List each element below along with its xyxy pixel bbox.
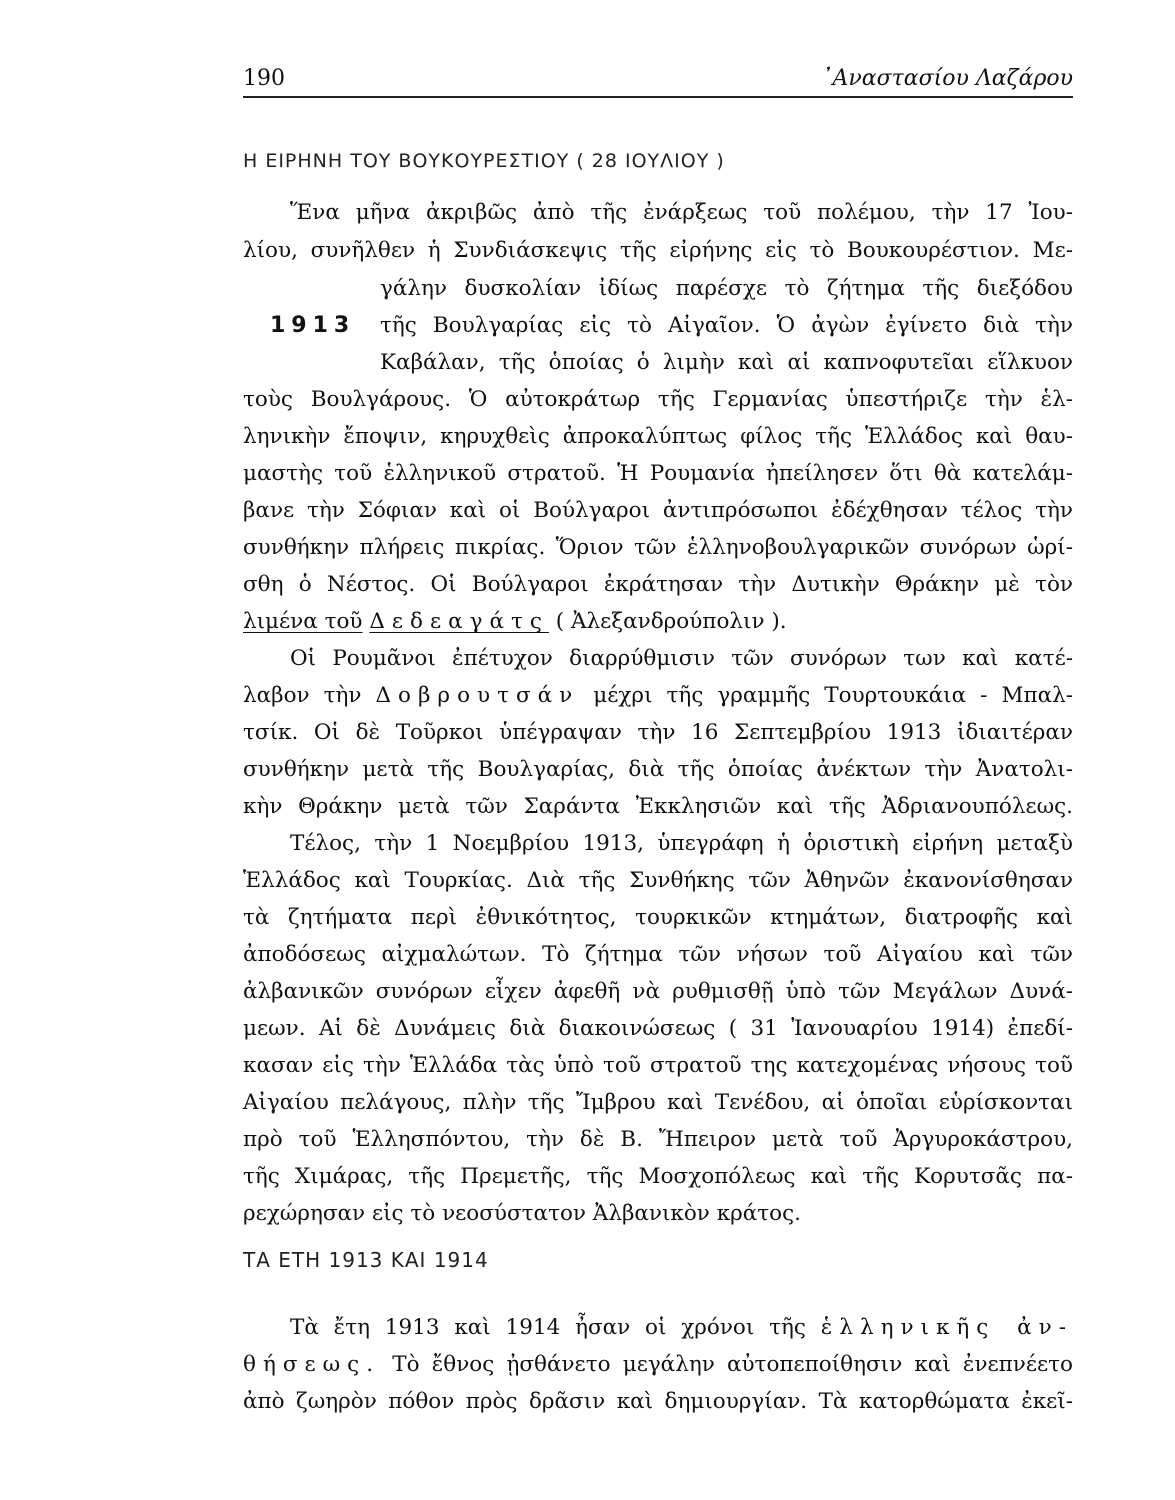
text-line: γάλην δυσκολίαν ἰδίως παρέσχε τὸ ζήτημα τῆς διεξόδου — [380, 276, 1073, 301]
text-line: Καβάλαν, τῆς ὁποίας ὁ λιμὴν καὶ αἱ καπνοφυτεῖαι εἵλκυον — [380, 350, 1073, 375]
section-heading-years-1913-1914: ΤΑ ΕΤΗ 1913 ΚΑΙ 1914 — [243, 1248, 489, 1272]
text-line — [243, 683, 1073, 708]
text-line: ληνικὴν ἔποψιν, κηρυχθεὶς ἀπροκαλύπτως φίλος τῆς Ἑλλάδος καὶ θαυ- — [243, 424, 1073, 449]
text-line: τῆς Βουλγαρίας εἰς τὸ Αἰγαῖον. Ὁ ἀγὼν ἐγίνετο διὰ τὴν — [380, 313, 1073, 338]
spaced-word: ἑλληνικῆς ἀν- — [820, 1315, 1073, 1340]
text-line: Οἱ Ρουμᾶνοι ἐπέτυχον διαρρύθμισιν τῶν συνόρων των καὶ κατέ- — [290, 646, 1073, 671]
spaced-word: θήσεως. — [243, 1352, 381, 1377]
text-line: βανε τὴν Σόφιαν καὶ οἱ Βούλγαροι ἀντιπρόσωποι ἐδέχθησαν τέλος τὴν — [243, 498, 1073, 523]
text-line: Ἕνα μῆνα ἀκριβῶς ἀπὸ τῆς ἐνάρξεως τοῦ πολέμου, τὴν 17 Ἰου- — [290, 200, 1073, 225]
text-line-last: ρεχώρησαν εἰς τὸ νεοσύστατον Ἀλβανικὸν κράτος. — [243, 1201, 802, 1226]
text-line: κασαν εἰς τὴν Ἑλλάδα τὰς ὑπὸ τοῦ στρατοῦ της κατεχομένας νήσους τοῦ — [243, 1053, 1073, 1078]
text-line — [243, 609, 1073, 634]
text-segment: ( Ἀλεξανδρούπολιν ). — [555, 609, 787, 634]
running-title: ᾿Αναστασίου Λαζάρου — [821, 66, 1073, 91]
text-line: λίου, συνῆλθεν ἡ Συνδιάσκεψις τῆς εἰρήνης εἰς τὸ Βουκουρέστιον. Με- — [243, 238, 1073, 263]
text-line: Τέλος, τὴν 1 Νοεμβρίου 1913, ὑπεγράφη ἡ ὁριστικὴ εἰρήνη μεταξὺ — [290, 831, 1073, 856]
text-line: ἀποδόσεως αἰχμαλώτων. Τὸ ζήτημα τῶν νήσων τοῦ Αἰγαίου καὶ τῶν — [243, 942, 1073, 967]
header-rule — [243, 96, 1073, 98]
text-line: τοὺς Βουλγάρους. Ὁ αὐτοκράτωρ τῆς Γερμανίας ὑπεστήριζε τὴν ἑλ- — [243, 387, 1073, 412]
text-line: σθη ὁ Νέστος. Οἱ Βούλγαροι ἐκράτησαν τὴν Δυτικὴν Θράκην μὲ τὸν — [243, 572, 1073, 597]
text-line: ἀπὸ ζωηρὸν πόθον πρὸς δρᾶσιν καὶ δημιουργίαν. Τὰ κατορθώματα ἐκεῖ- — [243, 1389, 1073, 1414]
text-segment: Τὰ ἔτη 1913 καὶ 1914 ἦσαν οἱ χρόνοι τῆς — [290, 1315, 806, 1340]
text-line: ἀλβανικῶν συνόρων εἶχεν ἀφεθῆ νὰ ρυθμισθῇ ὑπὸ τῶν Μεγάλων Δυνά- — [243, 979, 1073, 1004]
text-line: πρὸ τοῦ Ἑλλησπόντου, τὴν δὲ Β. Ἤπειρον μετὰ τοῦ Ἀργυροκάστρου, — [243, 1127, 1073, 1152]
text-line: κὴν Θράκην μετὰ τῶν Σαράντα Ἐκκλησιῶν καὶ τῆς Ἀδριανουπόλεως. — [243, 794, 1073, 819]
text-line: τσίκ. Οἱ δὲ Τοῦρκοι ὑπέγραψαν τὴν 16 Σεπτεμβρίου 1913 ἰδιαιτέραν — [243, 720, 1073, 745]
text-line: συνθήκην πλήρεις πικρίας. Ὅριον τῶν ἑλληνοβουλγαρικῶν συνόρων ὡρί- — [243, 535, 1073, 560]
text-line: τὰ ζητήματα περὶ ἐθνικότητος, τουρκικῶν κτημάτων, διατροφῆς καὶ — [243, 905, 1073, 930]
text-segment: λιμένα τοῦ — [243, 609, 363, 634]
text-segment: Τὸ ἔθνος ᾐσθάνετο μεγάλην αὐτοπεποίθησιν καὶ ἐνεπνέετο — [392, 1352, 1073, 1377]
margin-year: 1913 — [270, 313, 356, 338]
text-line: μαστὴς τοῦ ἑλληνικοῦ στρατοῦ. Ἡ Ρουμανία ἠπείλησεν ὅτι θὰ κατελάμ- — [243, 461, 1073, 486]
spaced-word: Δεδεαγάτς — [369, 609, 549, 634]
text-segment: λαβον τὴν — [243, 683, 362, 708]
text-line — [243, 1352, 1073, 1377]
section-heading-peace-of-bucharest: Η ΕΙΡΗΝΗ ΤΟΥ ΒΟΥΚΟΥΡΕΣΤΙΟΥ ( 28 ΙΟΥΛΙΟΥ ) — [243, 150, 725, 172]
text-line: Αἰγαίου πελάγους, πλὴν τῆς Ἴμβρου καὶ Τενέδου, αἱ ὁποῖαι εὑρίσκονται — [243, 1090, 1073, 1115]
spaced-word: Δοβρουτσάν — [375, 683, 580, 708]
text-line: μεων. Αἱ δὲ Δυνάμεις διὰ διακοινώσεως ( 31 Ἰανουαρίου 1914) ἐπεδί- — [243, 1016, 1073, 1041]
text-line: τῆς Χιμάρας, τῆς Πρεμετῆς, τῆς Μοσχοπόλεως καὶ τῆς Κορυτσᾶς πα- — [243, 1164, 1073, 1189]
page-number: 190 — [243, 66, 285, 91]
text-segment: μέχρι τῆς γραμμῆς Τουρτουκάια - Μπαλ- — [593, 683, 1074, 708]
text-line: συνθήκην μετὰ τῆς Βουλγαρίας, διὰ τῆς ὁποίας ἀνέκτων τὴν Ἀνατολι- — [243, 757, 1073, 782]
text-line: Ἑλλάδος καὶ Τουρκίας. Διὰ τῆς Συνθήκης τῶν Ἀθηνῶν ἐκανονίσθησαν — [243, 868, 1073, 893]
text-line — [290, 1315, 1073, 1340]
